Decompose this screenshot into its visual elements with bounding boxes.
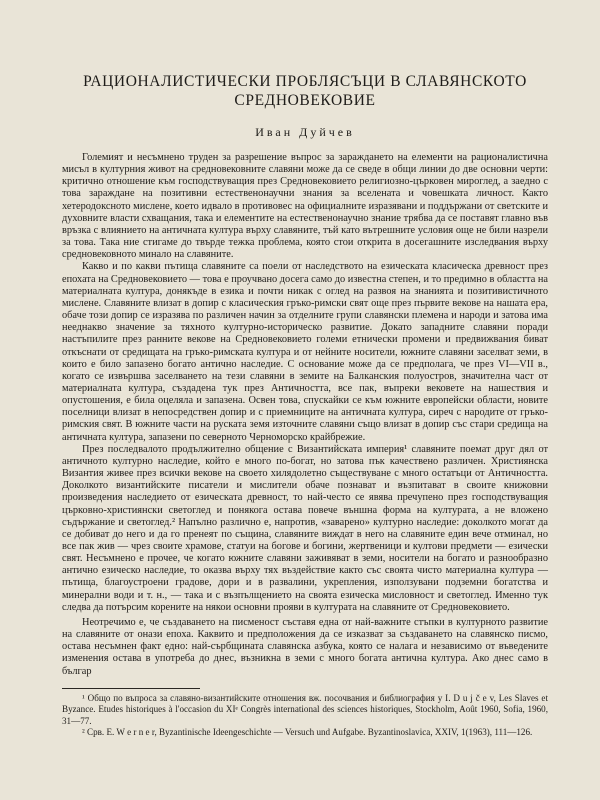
- article-body: [62, 152, 548, 678]
- paragraph: През последвалото продължително общение с Византийската империя¹ славяните поемат друг дял от античното културно наследие, който е много по-богат, но затова пък качествено различен. Християнска Византия живее през всички векове на своето хилядолетно съществуване с много остатъци от Античността. Доколкото византийските писатели и мислители обаче познават и възпитават в своите книжовни произведения наследието от езическата древност, то най-често се явява пречупено през господствуващия църковно-християнски светоглед и понякога остава повече външна форма на културата, а не вложено съдържание и светоглед.² Напълно различно е, напротив, «заварено» културно наследие: доколкото могат да се добиват до него и да го пренеят по същина, славяните виждат в него на славяните един вече отминал, но все пак жив — чрез своите храмове, статуи на богове и богини, жертвеници и култови предмети — езически свят. Несъмнено е прочее, че когато южните славяни заживяват в земи, носители на богато и разнообразно антично езическо наследие, то оказва върху тях въздействие както със своята чисто материална култура — пътища, благоустроени градове, дори и в развалини, укрепления, използувани подземни богатства и минерални води и т. н., — така и с възпълщението на своята езическа мисловност и светоглед. Именно тук следва да потърсим корените на някои основни прояви в културата на славяните от Средновековието.: [62, 443, 548, 613]
- footnote: ² Срв. E. W e r n e r, Byzantinische Ideengeschichte — Versuch und Aufgabe. Byzantinoslavica, XXIV, 1(1963), 111—126.: [82, 726, 533, 737]
- article-title: РАЦИОНАЛИСТИЧЕСКИ ПРОБЛЯСЪЦИ В СЛАВЯНСКОТО СРЕДНОВЕКОВИЕ: [83, 73, 527, 109]
- article-author: Иван Дуйчев: [255, 125, 355, 139]
- footnotes: [62, 693, 548, 739]
- footnote-divider: [62, 688, 200, 689]
- footnote: ¹ Общо по въпроса за славяно-византийските отношения вж. посочвания и библиография у I. D u j č e v, Les Slaves et Byzance. Etudes historiques à l'occasion du XIᵉ Congrès international des sciences historiques, Stockholm, Août 1960, Sofia, 1960, 31—77.: [62, 692, 548, 726]
- paragraph: Неотречимо е, че създаването на писменост съставя една от най-важните стъпки в културното развитие на славяните от онази епоха. Каквито и предположения да се изказват за създаването на славянско писмо, остава несъмнен факт едно: най-сърбщината славянска азбука, която се налага и независимо от въведените изменения остава в употреба до днес, възникна в земи с много богата антична култура. Ако днес само в българ: [62, 616, 548, 677]
- paragraph: Какво и по какви пътища славяните са поели от наследството на езическата класическа древност през епохата на Средновековието — това е проучвано досега само до известна степен, и то предимно в областта на материалната култура, донякъде в езика и почти никак с оглед на развоя на знанията и позитивистичното мислене. Славяните влизат в допир с класическия гръко-римски свят още през първите векове на нашата ера, обаче този допир се изразява по различен начин за отделните групи славянски племена и народи и затова има нееднакво значение за тяхното културно-историческо развитие. Докато западните славяни поради настъпилите през ранните векове на Средновековието големи етнически промени и предвижвания биват откъснати от средищата на гръко-римската култура и от нейните носители, южните славяни заселват земи, в които е било запазено богато антично наследие. С основание може да се предполага, че през VI—VII в., когато се извършва заселването на тези славяни в земите на Балканския полуостров, значителна част от материалната култура, създадена тук през Античността, все пак, въпреки вековете на нашествия и опустошения, е била оцеляла и запазена. Освен това, спускайки се към южните европейски области, новите поселници влизат в непосредствен допир и с приемниците на античната култура, сиреч с народите от гръко-римския свят. В южните части на руската земя източните славяни също влизат в допир със стари средища на античната култура, запазени по северното Черноморско крайбрежие.: [62, 261, 548, 443]
- paragraph: Големият и несъмнено труден за разрешение въпрос за зараждането на елементи на рационалистична мисъл в културния живот на средновековните славяни може да се сведе в общи линии до две основни черти: критично отношение към господствуващия през Средновековието религиозно-църковен мироглед, а заедно с това зараждане на позитивни естественонаучни знания за вселената и човешката личност. Както хетеродоксното мислене, което идвало в противовес на официалните изразявани и поддържани от светските и духовните власти схващания, така и елементите на естественонаучно знание трябва да се поставят главно във връзка с влиянието на античната култура върху славяните, тъй като вътрешните условия още не били назрели за това. Така ние стигаме до твърде тежка проблема, която стои открита в досегашните изследвания върху средновековното минало на славяните.: [62, 152, 548, 261]
